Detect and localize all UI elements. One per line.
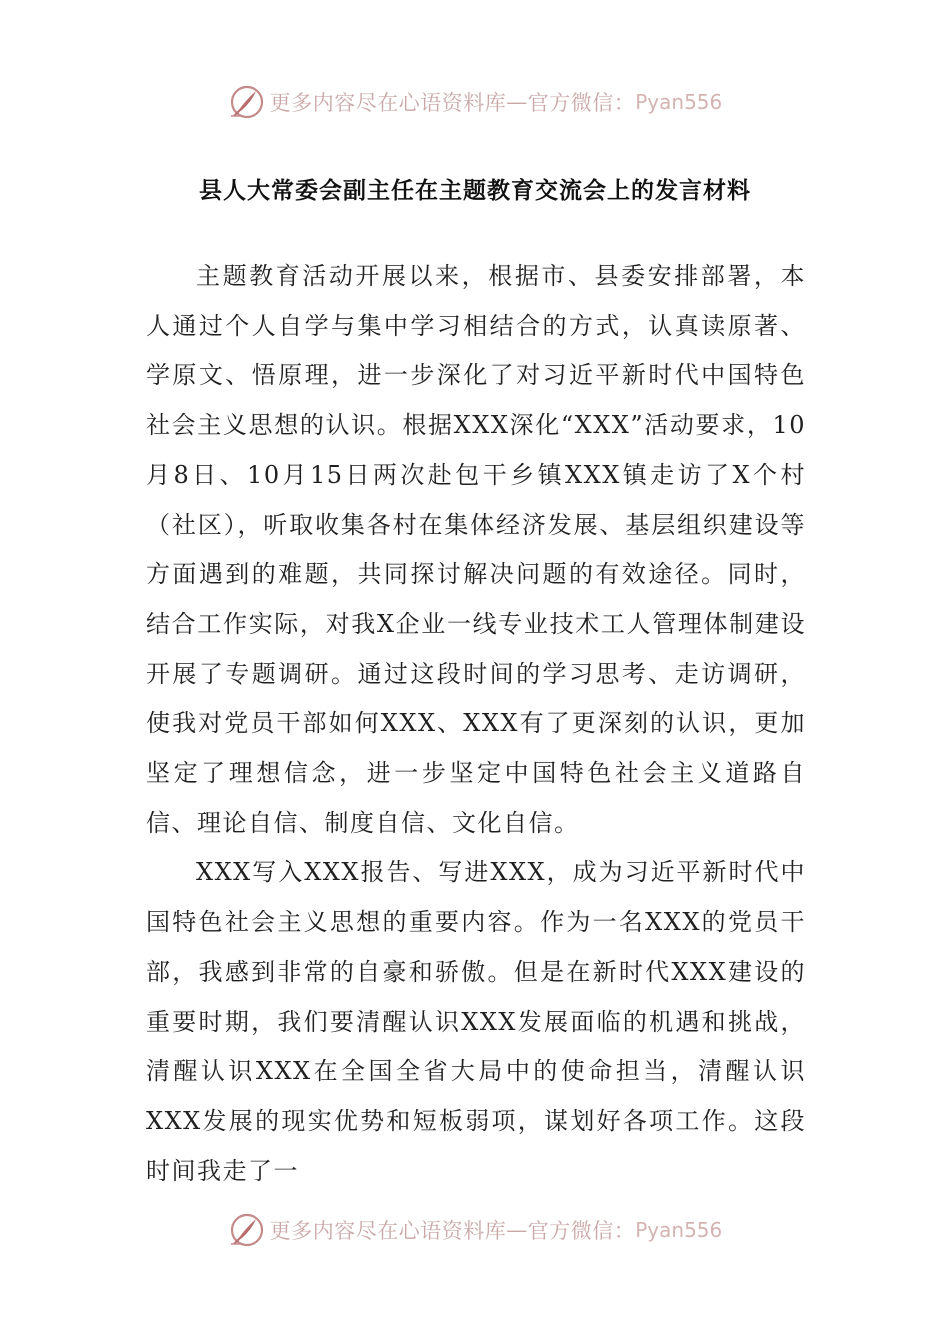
paragraph: XXX写入XXX报告、写进XXX，成为习近平新时代中国特色社会主义思想的重要内容。作为一名XXX的党员干部，我感到非常的自豪和骄傲。但是在新时代XXX建设的重要时期，我们要清醒认识XXX发展面临的机遇和挑战，清醒认识XXX在全国全省大局中的使命担当，清醒认识XXX发展的现实优势和短板弱项，谋划好各项工作。这段时间我走了一	[146, 858, 806, 1185]
banner-wechat-id: Pyan556	[635, 1218, 723, 1242]
quill-pen-logo-icon	[228, 83, 266, 121]
document-body	[146, 252, 806, 1196]
quill-pen-logo-icon	[228, 1211, 266, 1249]
document-title: 县人大常委会副主任在主题教育交流会上的发言材料	[199, 178, 751, 204]
banner-wechat-label: 官方微信：	[527, 91, 636, 115]
footer-watermark-banner	[0, 1208, 950, 1252]
banner-slogan: 更多内容尽在心语资料库	[269, 91, 507, 115]
banner-wechat-id: Pyan556	[635, 90, 723, 114]
paragraph: 主题教育活动开展以来，根据市、县委安排部署，本人通过个人自学与集中学习相结合的方式，认真读原著、学原文、悟原理，进一步深化了对习近平新时代中国特色社会主义思想的认识。根据XXX深化“XXX”活动要求，10月8日、10月15日两次赴包干乡镇XXX镇走访了X个村（社区），听取收集各村在集体经济发展、基层组织建设等方面遇到的难题，共同探讨解决问题的有效途径。同时，结合工作实际，对我X企业一线专业技术工人管理体制建设开展了专题调研。通过这段时间的学习思考、走访调研，使我对党员干部如何XXX、XXX有了更深刻的认识，更加坚定了理想信念，进一步坚定中国特色社会主义道路自信、理论自信、制度自信、文化自信。	[146, 262, 806, 837]
banner-slogan: 更多内容尽在心语资料库	[269, 1219, 507, 1243]
banner-separator: —	[506, 1218, 528, 1242]
banner-wechat-label: 官方微信：	[527, 1219, 636, 1243]
header-watermark-banner	[0, 80, 950, 124]
banner-separator: —	[506, 90, 528, 114]
